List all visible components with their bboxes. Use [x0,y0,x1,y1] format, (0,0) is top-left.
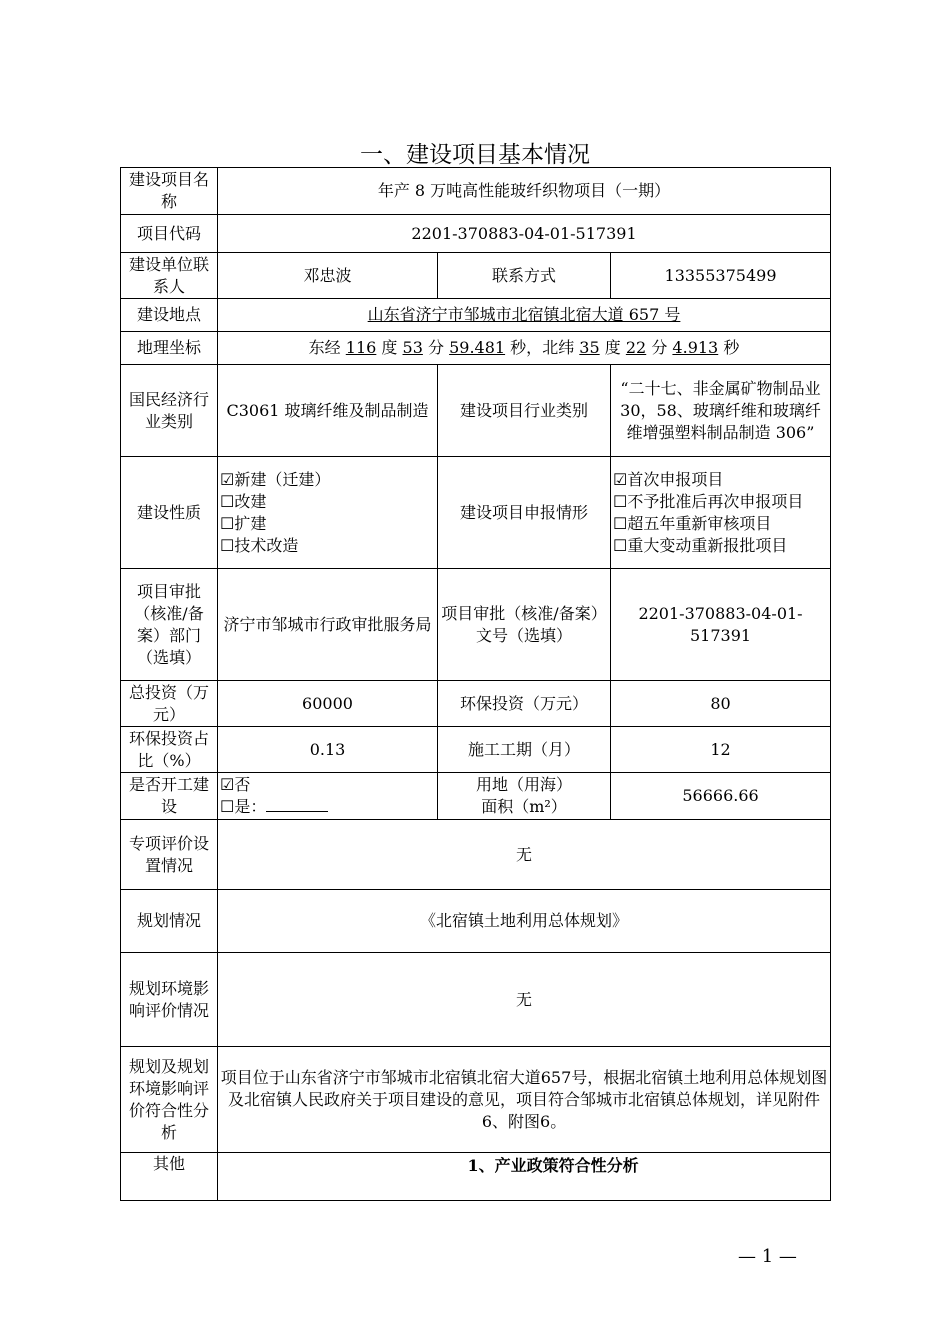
checkbox-major-change[interactable]: ☐重大变动重新报批项目 [613,535,788,555]
value-project-category: “二十七、非金属矿物制品业 30，58、玻璃纤维和玻璃纤维增强塑料制品制造 306” [611,365,831,457]
lat-degree: 35 [579,338,600,357]
basic-info-table [120,167,831,1201]
checkbox-redeclare[interactable]: ☐不予批准后再次申报项目 [613,491,804,511]
label-construction-period: 施工工期（月） [438,727,611,773]
value-total-investment: 60000 [218,681,438,727]
row-other [121,1153,831,1201]
label-started: 是否开工建设 [121,773,218,820]
lat-minute: 22 [625,338,647,357]
label-compliance: 规划及规划环境影响评价符合性分析 [121,1047,218,1153]
row-investment [121,681,831,727]
started-blank-line [266,797,328,812]
value-coordinates [218,332,831,365]
checkbox-rebuild[interactable]: ☐改建 [220,491,267,511]
coord-fen: 分 [427,338,444,357]
label-industry: 国民经济行业类别 [121,365,218,457]
checkbox-new-build[interactable]: ☑新建（迁建） [220,469,331,489]
coord-du2: 度 [604,338,621,357]
row-approval [121,569,831,681]
coord-miao: 秒， [510,338,543,357]
label-project-code: 项目代码 [121,215,218,253]
label-total-investment: 总投资（万元） [121,681,218,727]
row-compliance [121,1047,831,1153]
label-project-name: 建设项目名称 [121,168,218,215]
label-project-category: 建设项目行业类别 [438,365,611,457]
lon-second: 59.481 [449,338,506,357]
value-industry: C3061 玻璃纤维及制品制造 [218,365,438,457]
label-planning: 规划情况 [121,890,218,953]
coord-fen2: 分 [651,338,668,357]
value-env-investment: 80 [611,681,831,727]
nature-options [218,457,438,569]
row-coordinates [121,332,831,365]
checkbox-tech-renovation[interactable]: ☐技术改造 [220,535,299,555]
lon-minute: 53 [402,338,423,357]
label-nature: 建设性质 [121,457,218,569]
row-industry [121,365,831,457]
checkbox-started[interactable] [220,796,435,818]
coord-du: 度 [381,338,398,357]
value-land-area: 56666.66 [611,773,831,820]
label-coordinates: 地理坐标 [121,332,218,365]
started-options [218,773,438,820]
coord-east: 东经 [308,338,341,357]
coord-miao2: 秒 [723,338,740,357]
location-text: 山东省济宁市邹城市北宿镇北宿大道 657 号 [367,305,681,324]
row-location [121,299,831,332]
label-approval-doc: 项目审批（核准/备案）文号（选填） [438,569,611,681]
value-project-code: 2201-370883-04-01-517391 [218,215,831,253]
value-planning: 《北宿镇土地利用总体规划》 [218,890,831,953]
value-approval-doc: 2201-370883-04-01-517391 [611,569,831,681]
label-env-investment: 环保投资（万元） [438,681,611,727]
land-area-label-2: 面积（m²） [481,797,567,816]
value-project-name: 年产 8 万吨高性能玻纤织物项目（一期） [218,168,831,215]
label-special-eval: 专项评价设置情况 [121,820,218,890]
label-planning-eia: 规划环境影响评价情况 [121,953,218,1047]
checkbox-expand[interactable]: ☐扩建 [220,513,267,533]
row-planning [121,890,831,953]
lat-second: 4.913 [672,338,719,357]
row-contact [121,253,831,299]
label-declare: 建设项目申报情形 [438,457,611,569]
page-title: 一、建设项目基本情况 [360,142,590,168]
label-other: 其他 [121,1153,218,1201]
label-land-area [438,773,611,820]
lon-degree: 116 [345,338,377,357]
label-approval-dept: 项目审批（核准/备案）部门（选填） [121,569,218,681]
value-construction-period: 12 [611,727,831,773]
value-approval-dept: 济宁市邹城市行政审批服务局 [218,569,438,681]
label-env-ratio: 环保投资占比（%） [121,727,218,773]
row-ratio [121,727,831,773]
land-area-label-1: 用地（用海） [475,775,572,794]
row-planning-eia [121,953,831,1047]
row-special-eval [121,820,831,890]
value-location [218,299,831,332]
declare-options [611,457,831,569]
label-contact: 建设单位联系人 [121,253,218,299]
row-started [121,773,831,820]
started-yes-label: ☐是： [220,797,267,816]
row-nature [121,457,831,569]
page-number: — 1 — [738,1246,797,1267]
row-project-code [121,215,831,253]
label-contact-method: 联系方式 [438,253,611,299]
row-project-name [121,168,831,215]
checkbox-first-declare[interactable]: ☑首次申报项目 [613,469,724,489]
label-location: 建设地点 [121,299,218,332]
value-contact-name: 邓忠波 [218,253,438,299]
value-contact-phone: 13355375499 [611,253,831,299]
value-special-eval: 无 [218,820,831,890]
checkbox-five-year-review[interactable]: ☐超五年重新审核项目 [613,513,772,533]
value-env-ratio: 0.13 [218,727,438,773]
value-other: 1、产业政策符合性分析 [218,1153,831,1201]
value-compliance: 项目位于山东省济宁市邹城市北宿镇北宿大道657号，根据北宿镇土地利用总体规划图及北宿镇人民政府关于项目建设的意见，项目符合邹城市北宿镇总体规划，详见附件6、附图6。 [218,1047,831,1153]
checkbox-not-started[interactable]: ☑否 [220,775,251,794]
value-planning-eia: 无 [218,953,831,1047]
coord-north: 北纬 [542,338,575,357]
